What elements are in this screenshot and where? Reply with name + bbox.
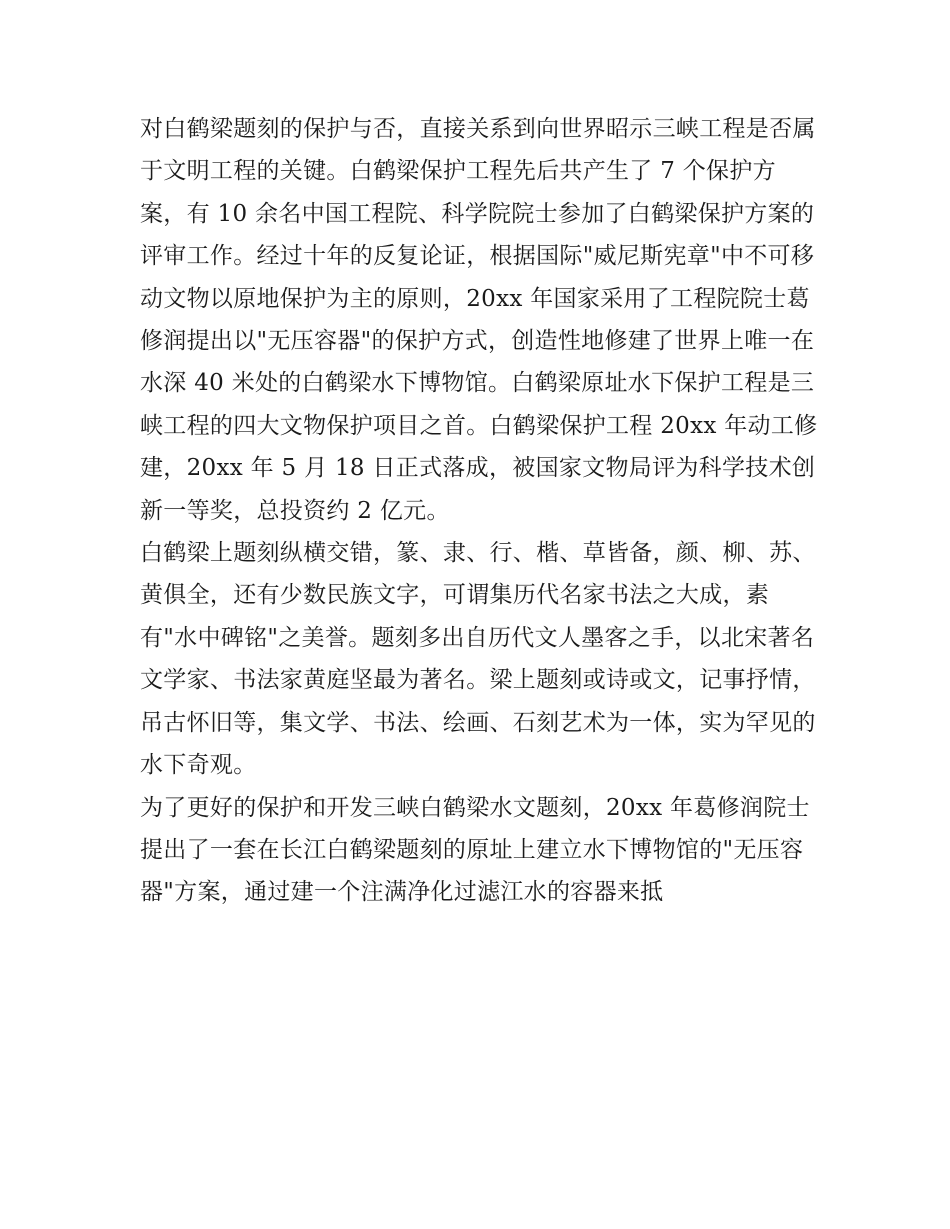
paragraph-museum-plan: 为了更好的保护和开发三峡白鹤梁水文题刻，20xx 年葛修润院士提出了一套在长江白鹤梁题刻的原址上建立水下博物馆的"无压容器"方案，通过建一个注满净化过滤江水的容器来抵 bbox=[140, 794, 810, 906]
document-body bbox=[140, 108, 820, 914]
paragraph-protection-project: 对白鹤梁题刻的保护与否，直接关系到向世界昭示三峡工程是否属于文明工程的关键。白鹤梁保护工程先后共产生了 7 个保护方案，有 10 余名中国工程院、科学院院士参加了白鹤梁保护方案的评审工作。经过十年的反复论证，根据国际"威尼斯宪章"中不可移动文物以原地保护为主的原则，20xx 年国家采用了工程院院士葛修润提出以"无压容器"的保护方式，创造性地修建了世界上唯一在水深 40 米处的白鹤梁水下博物馆。白鹤梁原址水下保护工程是三峡工程的四大文物保护项目之首。白鹤梁保护工程 20xx 年动工修建，20xx 年 5 月 18 日正式落成，被国家文物局评为科学技术创新一等奖，总投资约 2 亿元。 bbox=[140, 116, 818, 524]
paragraph-inscriptions: 白鹤梁上题刻纵横交错，篆、隶、行、楷、草皆备，颜、柳、苏、黄俱全，还有少数民族文字，可谓集历代名家书法之大成，素有"水中碑铭"之美誉。题刻多出自历代文人墨客之手，以北宋著名文学家、书法家黄庭坚最为著名。梁上题刻或诗或文，记事抒情，吊古怀旧等，集文学、书法、绘画、石刻艺术为一体，实为罕见的水下奇观。 bbox=[140, 540, 816, 779]
